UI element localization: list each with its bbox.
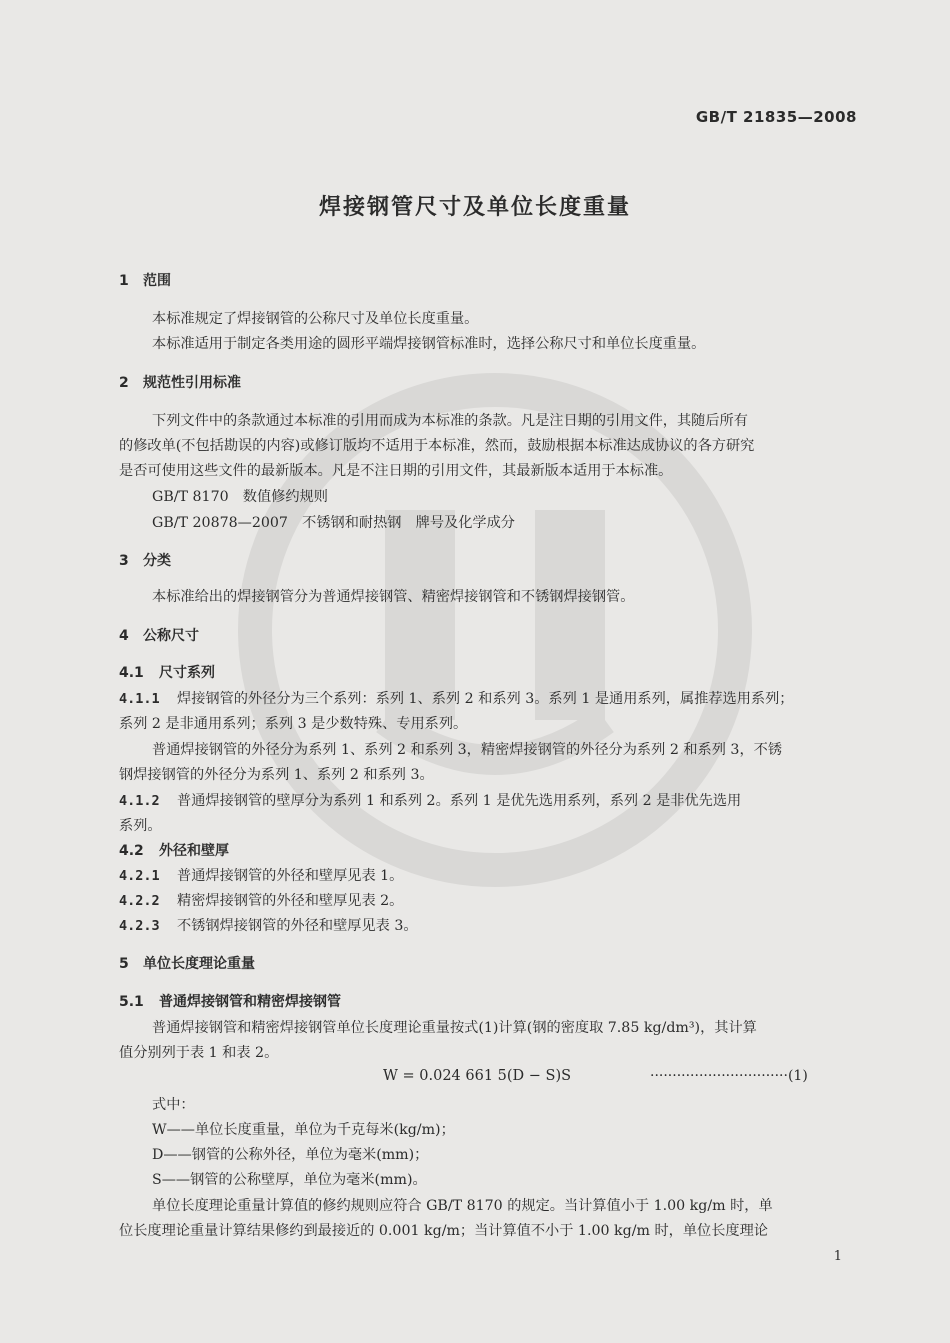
section-2-heading: [119, 372, 241, 392]
section-title: 外径和壁厚: [159, 843, 229, 859]
section-number: 4: [119, 628, 129, 644]
section-title: 分类: [143, 553, 171, 569]
clause-number: 4.1.2: [119, 793, 160, 809]
section-1-heading: [119, 270, 171, 290]
document-title: 焊接钢管尺寸及单位长度重量: [318, 195, 631, 220]
section-number: 4.2: [119, 843, 144, 859]
clause-4-2-1: [119, 865, 403, 885]
paragraph-line: 系列。: [119, 818, 162, 834]
paragraph: 本标准规定了焊接钢管的公称尺寸及单位长度重量。: [152, 311, 479, 327]
paragraph-line: 的修改单(不包括勘误的内容)或修订版均不适用于本标准，然而，鼓励根据本标准达成协议的各方研究: [119, 438, 755, 454]
clause-text: 普通焊接钢管的壁厚分为系列 1 和系列 2。系列 1 是优先选用系列，系列 2 是非优先选用: [177, 793, 742, 809]
where-label: 式中：: [152, 1097, 195, 1113]
variable-definition: W——单位长度重量，单位为千克每米(kg/m)；: [152, 1122, 455, 1138]
clause-number: 4.2.1: [119, 868, 160, 884]
section-number: 1: [119, 273, 129, 289]
section-3-heading: [119, 550, 171, 570]
section-4-heading: [119, 625, 199, 645]
section-title: 公称尺寸: [143, 628, 199, 644]
paragraph-line: 普通焊接钢管和精密焊接钢管单位长度理论重量按式(1)计算(钢的密度取 7.85 kg/dm³)，其计算: [152, 1020, 757, 1036]
paragraph-line: 普通焊接钢管的外径分为系列 1、系列 2 和系列 3，精密焊接钢管的外径分为系列 2 和系列 3，不锈: [152, 742, 783, 758]
clause-text: 精密焊接钢管的外径和壁厚见表 2。: [177, 893, 404, 909]
clause-number: 4.2.3: [119, 918, 160, 934]
paragraph-line: 下列文件中的条款通过本标准的引用而成为本标准的条款。凡是注日期的引用文件，其随后所有: [152, 413, 748, 429]
clause-4-2-3: [119, 915, 418, 935]
subsection-5-1-heading: [119, 991, 341, 1011]
section-number: 2: [119, 375, 129, 391]
clause-text: 普通焊接钢管的外径和壁厚见表 1。: [177, 868, 404, 884]
reference-item: GB/T 8170 数值修约规则: [152, 489, 328, 505]
clause-number: 4.1.1: [119, 691, 160, 707]
section-number: 3: [119, 553, 129, 569]
clause-4-1-1: [119, 688, 793, 708]
formula-reference: ·······························(1): [650, 1068, 808, 1084]
clause-4-2-2: [119, 890, 403, 910]
paragraph-line: 钢焊接钢管的外径分为系列 1、系列 2 和系列 3。: [119, 767, 434, 783]
standard-code: GB/T 21835—2008: [695, 108, 857, 126]
variable-definition: S——钢管的公称壁厚，单位为毫米(mm)。: [152, 1172, 427, 1188]
paragraph-line: 位长度理论重量计算结果修约到最接近的 0.001 kg/m；当计算值不小于 1.00 kg/m 时，单位长度理论: [119, 1223, 768, 1239]
paragraph-line: 系列 2 是非通用系列；系列 3 是少数特殊、专用系列。: [119, 716, 468, 732]
section-title: 范围: [143, 273, 171, 289]
subsection-4-2-heading: [119, 840, 229, 860]
clause-text: 焊接钢管的外径分为三个系列：系列 1、系列 2 和系列 3。系列 1 是通用系列，属推荐选用系列；: [177, 691, 794, 707]
formula-1: W = 0.024 661 5(D − S)S: [383, 1068, 572, 1084]
paragraph: 本标准给出的焊接钢管分为普通焊接钢管、精密焊接钢管和不锈钢焊接钢管。: [152, 589, 635, 605]
section-number: 4.1: [119, 665, 144, 681]
reference-item: GB/T 20878—2007 不锈钢和耐热钢 牌号及化学成分: [152, 515, 515, 531]
section-title: 单位长度理论重量: [143, 956, 255, 972]
section-title: 普通焊接钢管和精密焊接钢管: [159, 994, 341, 1010]
section-title: 规范性引用标准: [143, 375, 241, 391]
paragraph-line: 是否可使用这些文件的最新版本。凡是不注日期的引用文件，其最新版本适用于本标准。: [119, 463, 673, 479]
section-number: 5.1: [119, 994, 144, 1010]
paragraph: 本标准适用于制定各类用途的圆形平端焊接钢管标准时，选择公称尺寸和单位长度重量。: [152, 336, 706, 352]
clause-number: 4.2.2: [119, 893, 160, 909]
section-number: 5: [119, 956, 129, 972]
subsection-4-1-heading: [119, 662, 215, 682]
section-title: 尺寸系列: [159, 665, 215, 681]
page-number: 1: [833, 1249, 842, 1264]
paragraph-line: 值分别列于表 1 和表 2。: [119, 1045, 279, 1061]
section-5-heading: [119, 953, 255, 973]
clause-4-1-2: [119, 790, 741, 810]
variable-definition: D——钢管的公称外径，单位为毫米(mm)；: [152, 1147, 429, 1163]
clause-text: 不锈钢焊接钢管的外径和壁厚见表 3。: [177, 918, 418, 934]
paragraph-line: 单位长度理论重量计算值的修约规则应符合 GB/T 8170 的规定。当计算值小于 1.00 kg/m 时，单: [152, 1198, 773, 1214]
